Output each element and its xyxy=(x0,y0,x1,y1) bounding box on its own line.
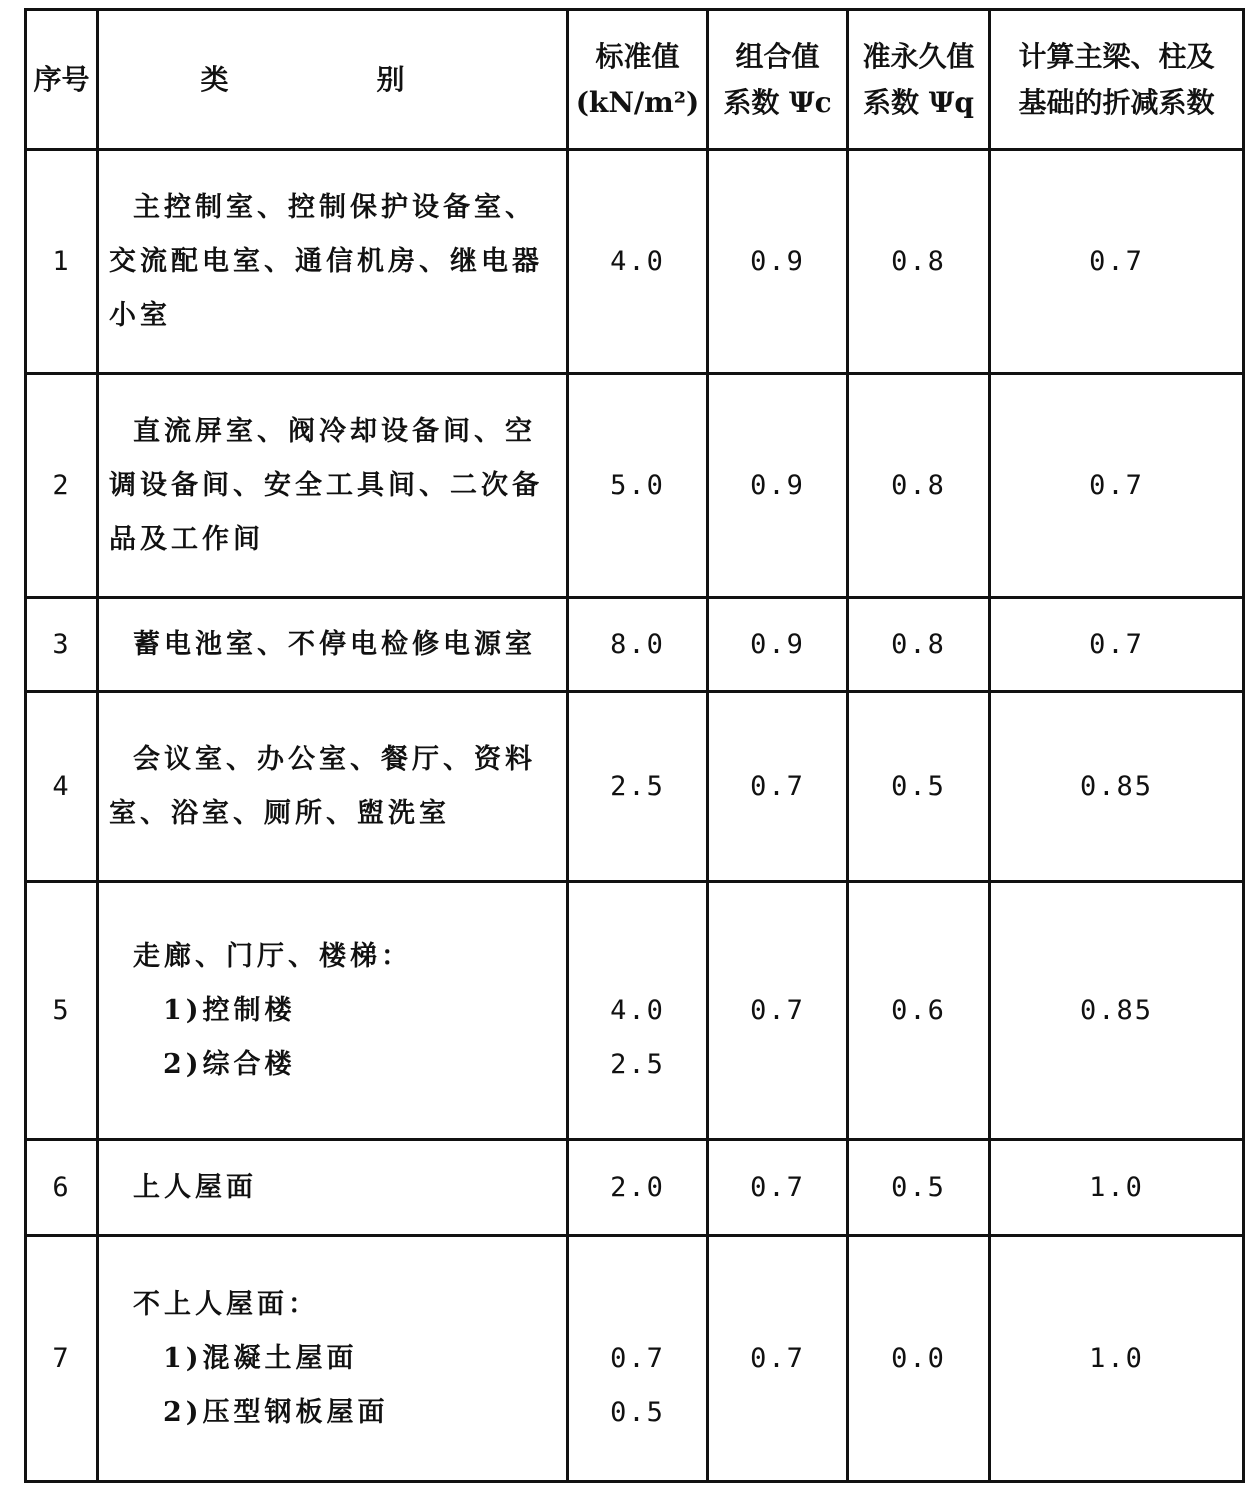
row-reduction: 1.0 xyxy=(990,1236,1244,1482)
category-line: 蓄电池室、不停电检修电源室 xyxy=(133,628,536,660)
row-seq: 3 xyxy=(26,598,98,692)
category-line: 1)混凝土屋面 xyxy=(163,1342,358,1374)
row-standard: 2.0 xyxy=(568,1140,708,1236)
standard-value xyxy=(569,930,706,984)
header-combo xyxy=(708,10,848,150)
header-seq: 序号 xyxy=(26,10,98,150)
header-reduction-line1: 计算主梁、柱及 xyxy=(1018,39,1215,73)
header-standard-line2: (kN/m²) xyxy=(575,85,700,119)
row-combo: 0.7 xyxy=(708,1140,848,1236)
load-table xyxy=(24,8,1245,1483)
row-category xyxy=(98,598,568,692)
row-seq: 1 xyxy=(26,150,98,374)
row-quasi: 0.6 xyxy=(848,882,990,1140)
row-standard: 8.0 xyxy=(568,598,708,692)
header-category xyxy=(98,10,568,150)
row-standard xyxy=(568,882,708,1140)
row-combo: 0.7 xyxy=(708,882,848,1140)
category-line: 主控制室、控制保护设备室、 xyxy=(133,191,536,223)
category-line: 2)压型钢板屋面 xyxy=(163,1396,389,1428)
header-quasi xyxy=(848,10,990,150)
row-seq: 6 xyxy=(26,1140,98,1236)
row-quasi: 0.8 xyxy=(848,374,990,598)
row-standard: 2.5 xyxy=(568,692,708,882)
row-category xyxy=(98,1236,568,1482)
row-reduction: 0.7 xyxy=(990,598,1244,692)
row-category xyxy=(98,1140,568,1236)
header-category-label: 类 别 xyxy=(200,62,465,96)
header-reduction xyxy=(990,10,1244,150)
row-quasi: 0.5 xyxy=(848,1140,990,1236)
standard-value: 0.5 xyxy=(610,1396,665,1428)
category-line: 走廊、门厅、楼梯： xyxy=(133,940,412,972)
row-quasi: 0.8 xyxy=(848,598,990,692)
table-row xyxy=(26,1236,1244,1482)
table-row xyxy=(26,598,1244,692)
table-row xyxy=(26,374,1244,598)
table-row xyxy=(26,692,1244,882)
row-category xyxy=(98,150,568,374)
row-seq: 7 xyxy=(26,1236,98,1482)
header-standard xyxy=(568,10,708,150)
row-seq: 2 xyxy=(26,374,98,598)
header-quasi-line2: 系数 Ψq xyxy=(863,85,974,119)
standard-value xyxy=(569,1278,706,1332)
standard-value: 2.5 xyxy=(610,1048,665,1080)
header-standard-line1: 标准值 xyxy=(595,39,680,73)
row-reduction: 0.7 xyxy=(990,150,1244,374)
header-quasi-line1: 准永久值 xyxy=(862,39,975,73)
row-combo: 0.7 xyxy=(708,1236,848,1482)
category-line: 室、浴室、厕所、盥洗室 xyxy=(109,797,450,829)
category-line: 小室 xyxy=(109,299,171,331)
category-line: 会议室、办公室、餐厅、资料 xyxy=(133,743,536,775)
table-row xyxy=(26,882,1244,1140)
row-standard: 5.0 xyxy=(568,374,708,598)
category-line: 1)控制楼 xyxy=(163,994,296,1026)
category-line: 调设备间、安全工具间、二次备 xyxy=(109,469,543,501)
standard-value: 4.0 xyxy=(610,994,665,1026)
standard-value: 0.7 xyxy=(610,1342,665,1374)
row-quasi: 0.8 xyxy=(848,150,990,374)
header-combo-line2: 系数 Ψc xyxy=(723,85,832,119)
row-combo: 0.9 xyxy=(708,150,848,374)
table-row xyxy=(26,1140,1244,1236)
header-combo-line1: 组合值 xyxy=(735,39,820,73)
category-line: 不上人屋面： xyxy=(133,1288,319,1320)
header-reduction-line2: 基础的折减系数 xyxy=(1018,85,1215,119)
row-seq: 4 xyxy=(26,692,98,882)
row-standard: 4.0 xyxy=(568,150,708,374)
category-line: 上人屋面 xyxy=(133,1171,257,1203)
row-reduction: 0.85 xyxy=(990,692,1244,882)
row-category xyxy=(98,692,568,882)
category-line: 直流屏室、阀冷却设备间、空 xyxy=(133,415,536,447)
row-combo: 0.7 xyxy=(708,692,848,882)
category-line: 2)综合楼 xyxy=(163,1048,296,1080)
row-seq: 5 xyxy=(26,882,98,1140)
row-quasi: 0.0 xyxy=(848,1236,990,1482)
row-combo: 0.9 xyxy=(708,374,848,598)
row-combo: 0.9 xyxy=(708,598,848,692)
row-quasi: 0.5 xyxy=(848,692,990,882)
row-reduction: 0.7 xyxy=(990,374,1244,598)
row-standard xyxy=(568,1236,708,1482)
row-reduction: 0.85 xyxy=(990,882,1244,1140)
header-row xyxy=(26,10,1244,150)
category-line: 品及工作间 xyxy=(109,523,264,555)
table-row xyxy=(26,150,1244,374)
row-reduction: 1.0 xyxy=(990,1140,1244,1236)
row-category xyxy=(98,374,568,598)
row-category xyxy=(98,882,568,1140)
category-line: 交流配电室、通信机房、继电器 xyxy=(109,245,543,277)
